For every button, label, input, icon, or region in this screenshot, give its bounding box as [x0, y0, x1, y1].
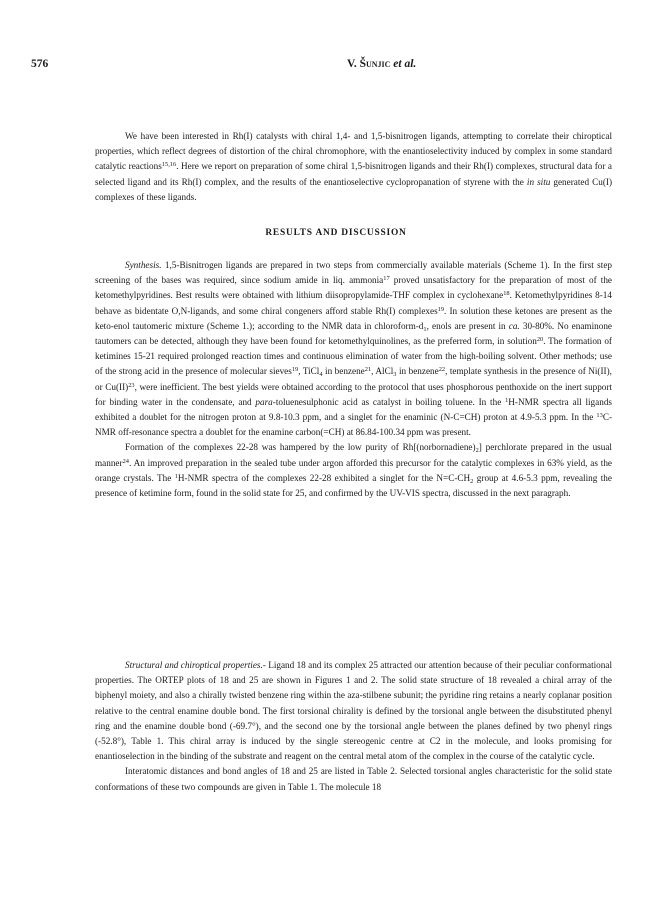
text-run: in benzene	[396, 366, 439, 377]
distances-paragraph	[95, 764, 612, 794]
text-run: . Ketomethylpyridines 8-14 behave as bidentate O,N-ligands, and some chiral congeners afford stable Rh(I) complexes	[95, 290, 612, 316]
text-run: generated Cu(I) complexes of these ligands.	[95, 176, 613, 202]
intro-section	[95, 129, 612, 205]
text-run: H-NMR spectra of the complexes 22-28 exhibited a singlet for the N=C-CH	[177, 472, 471, 483]
italic-text: para	[255, 396, 273, 407]
text-run: - Ligand 18 and its complex 25 attracted our attention because of their peculiar conformational properties. The ORTEP plots of 18 and 25 are shown in Figures 1 and 2. The solid state structure of 18 revealed a chiral array of the biphenyl moiety, and also a chirally twisted benzene ring within the aza-stilbene subunit; the pyridine ring retains a nearly coplanar position relative to the central enamine double bond. The first torsional chirality is defined by the torsional angle between the disubstituted phenyl ring and the enamine double bond (-69.7°), and the second one by the torsional angle between the planes defined by two phenyl rings (-52.8°), Table 1. This chiral array is induced by the single stereogenic centre at C2 in the molecule, and looks promising for enantioselection in the binding of the substrate and reagent on the central metal atom of the complex in the course of the catalytic cycle.	[95, 660, 612, 762]
synthesis-section	[95, 258, 612, 501]
text-run: proved unsatisfactory for the preparation of most of the ketomethylpyridines. Best results were obtained with lithium diisopropylamide-THF complex in cyclohexane	[95, 275, 612, 301]
text-run: , template synthesis in the presence of Ni(II), or Cu(II)	[95, 366, 612, 392]
text-run: . Here we report on preparation of some chiral 1,5-bisnitrogen ligands and their Rh(I) complexes, structural data for a selected ligand and its Rh(I) complex, and the results of the enantioselective cyclopropanation of styrene with the	[95, 161, 613, 187]
text-run: Formation of the complexes 22-28 was hampered by the low purity of Rh[(norbornadiene)	[125, 442, 476, 453]
superscript: 19	[291, 366, 299, 374]
text-run: H-NMR spectra all ligands exhibited a doublet for the nitrogen proton at 9.8-10.3 ppm, and a singlet for the enaminic (N-C=CH) proton at 4.9-5.3 ppm. In the	[95, 396, 612, 423]
superscript: 15,16	[161, 161, 177, 169]
superscript: 17	[383, 275, 390, 283]
subscript: 4	[319, 371, 323, 379]
text-run: , enols are present in	[426, 320, 509, 331]
structural-paragraph	[95, 658, 612, 764]
running-head	[347, 58, 416, 70]
superscript: 19	[437, 305, 445, 313]
text-run: . In solution these ketones are present as the keto-enol tautomeric mixture (Scheme 1.); according to the NMR data in chloroform-d	[95, 305, 612, 331]
italic-text: Synthesis.	[125, 260, 162, 270]
text-run: . An improved preparation in the sealed tube under argon afforded this precursor for the catalytic complexes in 63% yield, as the orange crystals. The	[95, 457, 612, 483]
text-run: . The formation of ketimines 15-21 required prolonged reaction times and continuous elimination of water from the high-boiling solvent. Other methods; use of the strong acid in the presence of molecular sieves	[95, 336, 612, 377]
subscript: 2	[470, 477, 474, 485]
superscript: 23	[128, 381, 135, 389]
page-header	[31, 58, 641, 76]
synthesis-paragraph	[95, 258, 612, 440]
intro-paragraph	[95, 129, 612, 205]
superscript: 1	[505, 396, 509, 404]
text-run: in benzene	[322, 366, 365, 377]
superscript: 13	[596, 412, 603, 420]
superscript: 22	[438, 366, 446, 374]
text-run: group at 4.6-5.3 ppm, revealing the presence of ketimine form, found in the solid state for 25, and confirmed by the UV-VIS spectra, discussed in the next paragraph.	[95, 472, 612, 499]
author-initial: V.	[347, 58, 360, 70]
superscript: 18	[503, 290, 510, 298]
text-run: , TiCl	[298, 366, 320, 377]
structural-section	[95, 658, 612, 795]
superscript: 20	[536, 336, 544, 344]
superscript: 1	[174, 472, 178, 480]
italic-text: in situ	[526, 176, 551, 187]
text-run: , were inefficient. The best yields were obtained according to the protocol that uses phosphorous penthoxide on the inert support for binding water in the condensate, and	[95, 381, 612, 407]
subscript: 1	[423, 325, 427, 333]
superscript: 21	[364, 366, 372, 374]
section-heading: RESULTS AND DISCUSSION	[265, 228, 407, 238]
text-run: -toluenesulphonic acid as catalyst in boiling toluene. In the	[272, 396, 506, 407]
et-al: et al.	[390, 58, 417, 70]
text-run: We have been interested in Rh(I) catalysts with chiral 1,4- and 1,5-bisnitrogen ligands, attempting to correlate their chiroptical properties, which reflect degrees of distortion of the chiral chromophore, with the enantioselectivity induced by complex in some standard catalytic reactions	[95, 131, 612, 172]
author-surname: Šunjic	[359, 58, 391, 70]
text-run: ] perchlorate prepared in the usual manner	[95, 442, 612, 468]
text-run: Interatomic distances and bond angles of 18 and 25 are listed in Table 2. Selected torsional angles characteristic for the solid state conformations of these two compounds are given in Table 1. The molecule 18	[95, 766, 612, 792]
page-number: 576	[31, 58, 49, 70]
complexes-paragraph	[95, 440, 612, 501]
superscript: 24	[122, 457, 129, 465]
text-run: 1,5-Bisnitrogen ligands are prepared in two steps from commercially available materials (Scheme 1). In the first step screening of the bases was required, since sodium amide in liq. ammonia	[95, 260, 612, 286]
text-run: C-NMR off-resonance spectra a doublet for the enamine carbon(=CH) at 86.84-100.34 ppm was present.	[95, 412, 612, 438]
italic-text: ca.	[508, 320, 520, 331]
subscript: 3	[393, 371, 397, 379]
subscript: 2	[475, 447, 479, 455]
text-run: , AlCl	[371, 366, 394, 377]
text-run: 30-80%. No enaminone tautomers can be detected, although they have been found for ketomethylquinolines, as the preferred form, in solution	[95, 320, 612, 347]
italic-text: Structural and chiroptical properties.	[125, 660, 263, 670]
